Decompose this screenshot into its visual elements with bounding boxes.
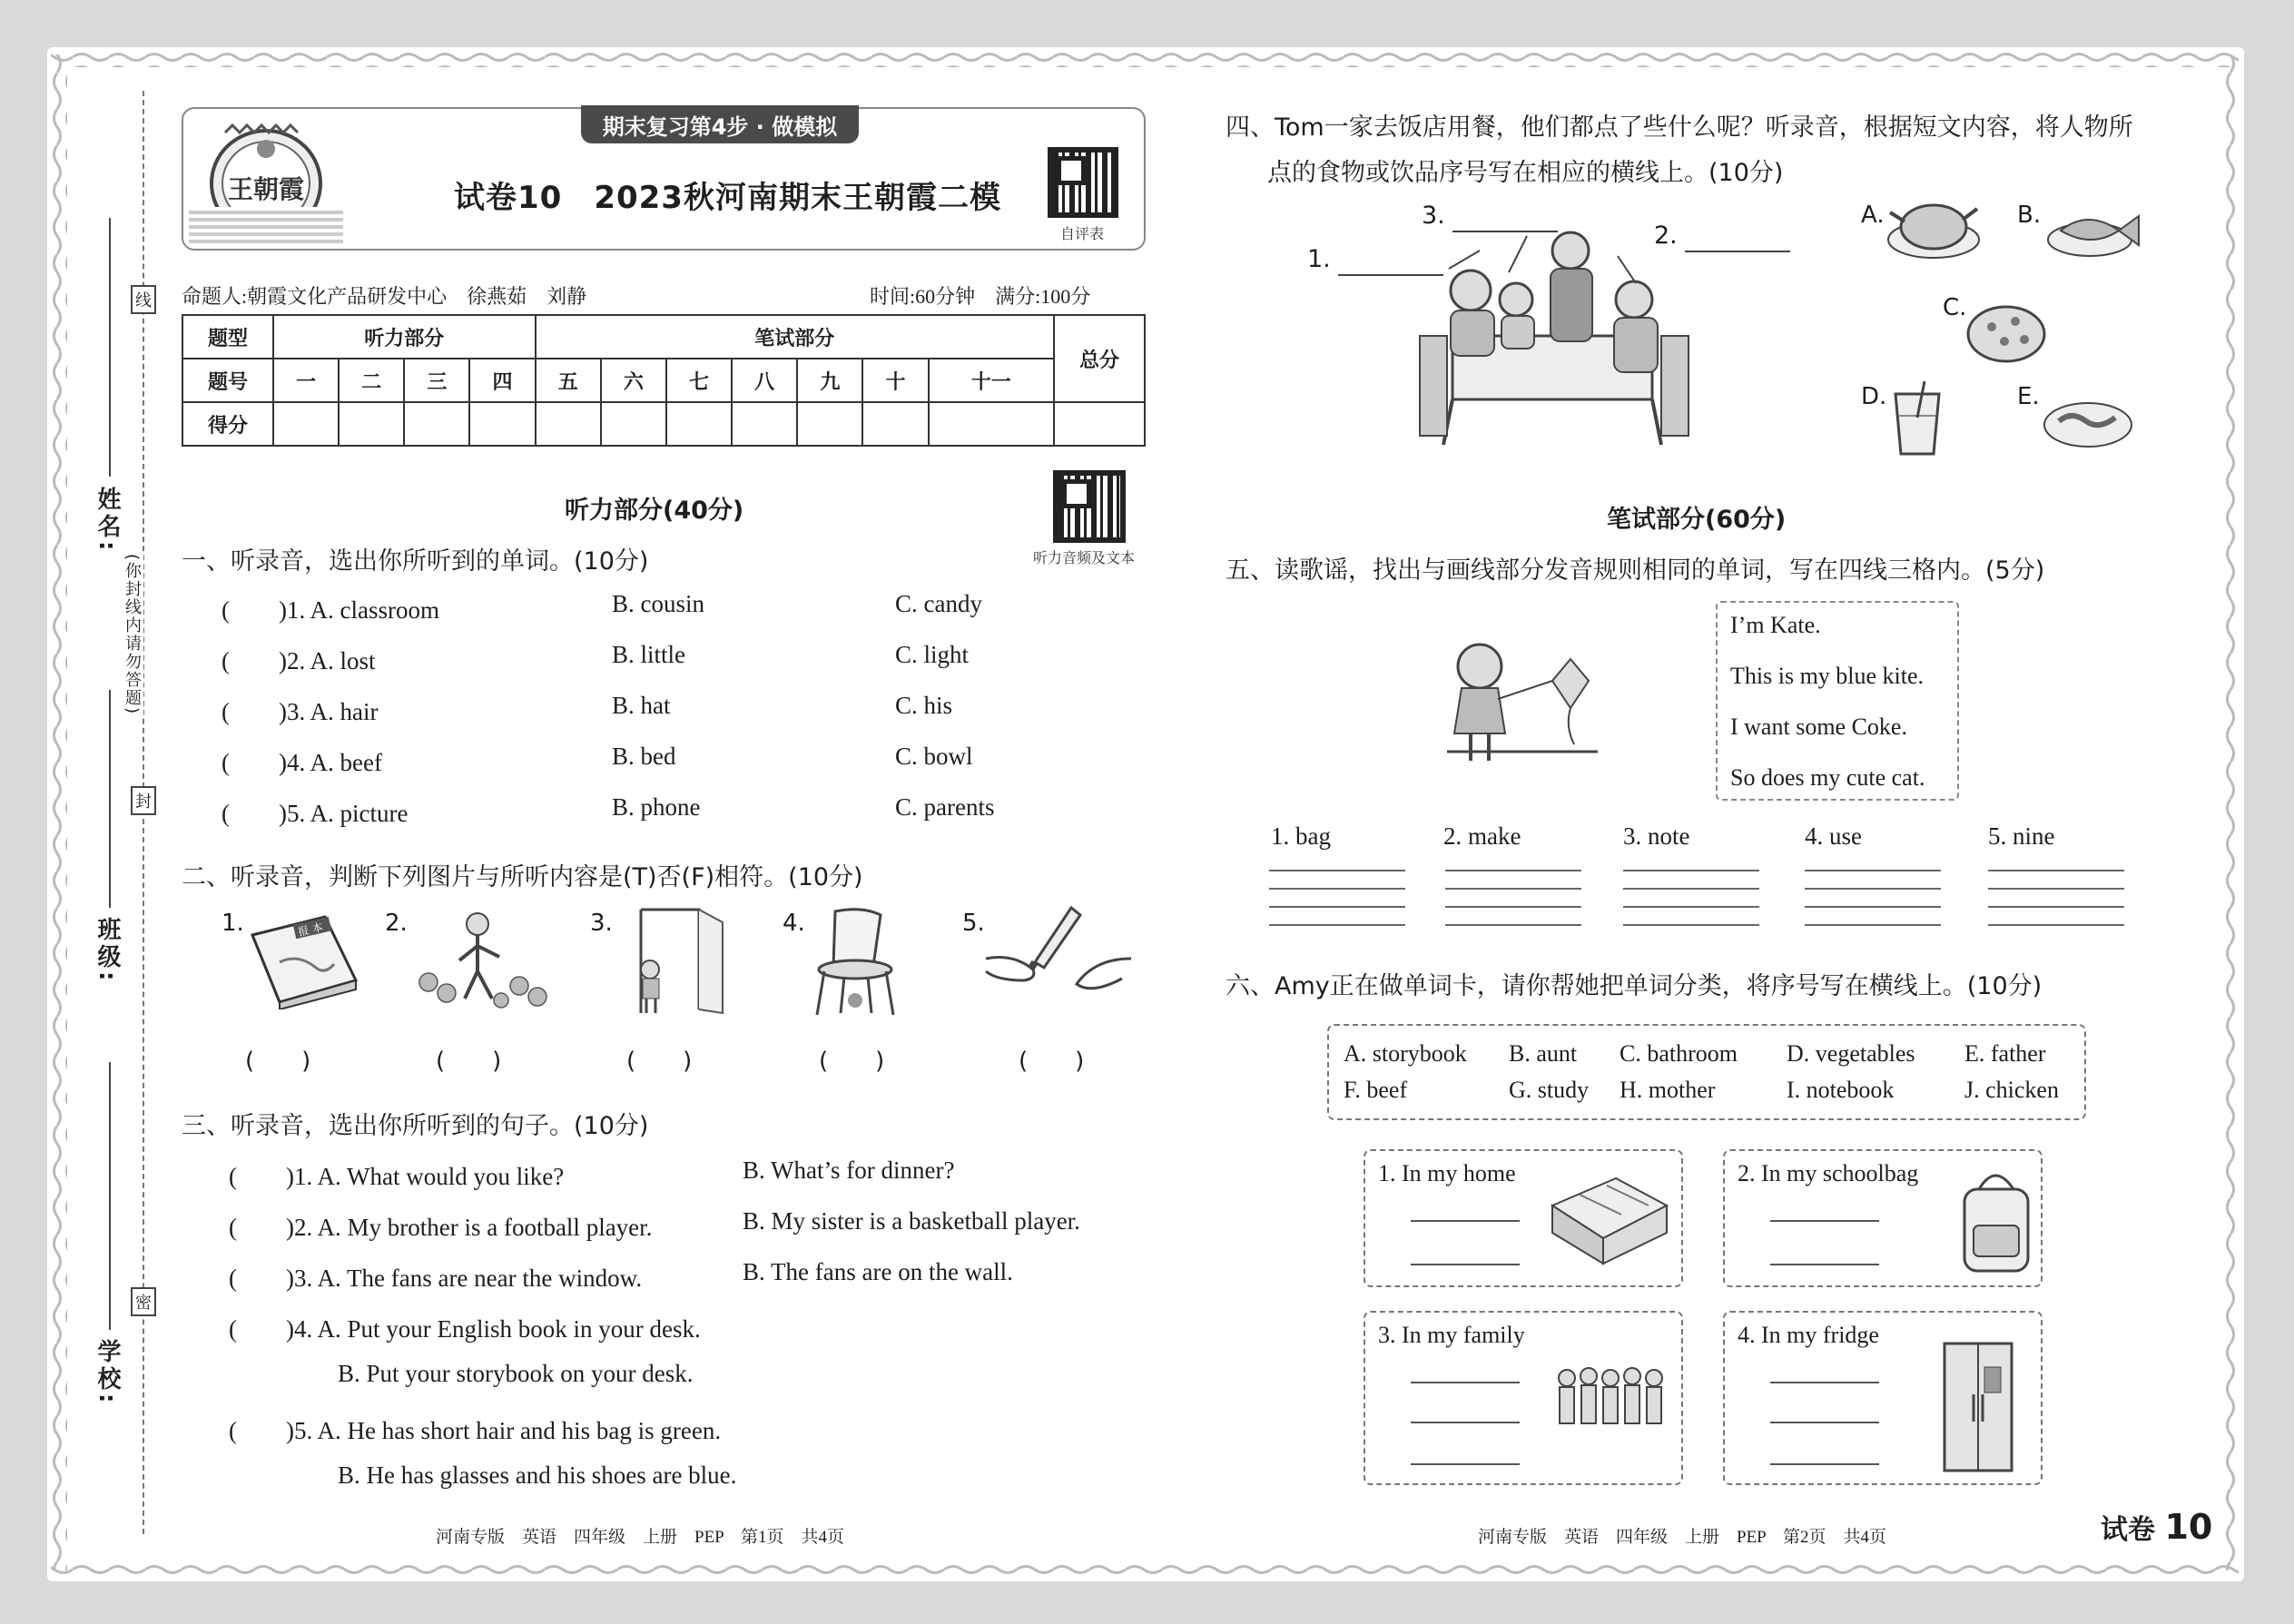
cell-q3: 三 [404,359,469,402]
no-answer-note: (你封线内请勿答题) [120,554,143,715]
q2-label-4: 4. [783,910,805,937]
q3-1-a[interactable]: ( )1. A. What would you like? [229,1163,565,1190]
logo-ribbon [189,207,343,243]
q5-writing-lines-1[interactable] [1269,870,1405,926]
score-input[interactable] [601,402,666,446]
card-family-blank[interactable] [1411,1422,1520,1423]
q5-word-4: 4. use [1805,822,1862,850]
score-input[interactable] [536,402,601,446]
q1-1-c[interactable]: C. candy [895,590,982,617]
q5-heading: 五、读歌谣，找出与画线部分发音规则相同的单词，写在四线三格内。(5分) [1226,556,2045,585]
q4-blank-3-label: 3. [1422,202,1445,230]
q3-2-b[interactable]: B. My sister is a basketball player. [743,1207,1080,1235]
q5-writing-lines-5[interactable] [1988,870,2124,926]
q6-heading: 六、Amy正在做单词卡，请你帮她把单词分类，将序号写在横线上。(10分) [1226,972,2043,1000]
card-fridge-blank[interactable] [1770,1463,1879,1465]
girl-with-kite-icon [1443,635,1598,772]
time-score-line: 时间:60分钟 满分:100分 [870,285,1091,308]
name-field[interactable] [109,218,111,477]
q1-4-c[interactable]: C. bowl [895,743,973,770]
q1-3-b[interactable]: B. hat [612,692,671,719]
q5-word-5: 5. nine [1988,822,2055,850]
word-f: F. beef [1344,1077,1408,1103]
cell-q4: 四 [469,359,535,402]
cell-listening: 听力部分 [273,315,536,359]
q2-answer-3[interactable]: ( ) [626,1048,693,1075]
q2-answer-4[interactable]: ( ) [819,1048,885,1075]
word-e: E. father [1964,1040,2046,1067]
cell-q11: 十一 [929,359,1054,402]
card-fridge [1723,1311,2043,1485]
chant-line-1: I’m Kate. [1730,612,1821,638]
q5-writing-lines-3[interactable] [1623,870,1759,926]
word-j: J. chicken [1964,1077,2059,1103]
q2-label-1: 1. [222,910,244,937]
card-fridge-blank[interactable] [1770,1382,1879,1383]
cell-total: 总分 [1054,315,1145,402]
cell-qnum: 题号 [182,359,273,402]
q4-option-d: D. [1861,383,1887,410]
page-tag-label: 试卷 [2101,1514,2155,1546]
cell-q10: 十 [862,359,928,402]
word-b: B. aunt [1509,1040,1578,1067]
q1-5-b[interactable]: B. phone [612,793,701,821]
logo-text: 王朝霞 [227,174,305,204]
review-step-tab: 期末复习第4步 · 做模拟 [581,105,859,143]
book-cover-title: 报 本 [296,920,325,939]
score-input[interactable] [273,402,339,446]
q1-heading: 一、听录音，选出你所听到的单词。(10分) [182,547,649,576]
cell-type: 题型 [182,315,273,359]
cell-writing: 笔试部分 [536,315,1054,359]
card-schoolbag [1723,1149,2043,1287]
listening-title: 听力部分(40分) [565,497,744,525]
word-c: C. bathroom [1620,1040,1738,1067]
school-field[interactable] [109,1062,111,1330]
q1-5-a[interactable]: ( )5. A. picture [222,800,409,827]
card-home-title: 1. In my home [1378,1160,1516,1186]
exam-title: 试卷10 2023秋河南期末王朝霞二模 [454,180,1001,216]
q4-heading-2: 点的食物或饮品序号写在相应的横线上。(10分) [1267,159,1784,187]
pizza-icon [1964,300,2048,367]
school-label: 学校: [94,1339,121,1407]
score-input[interactable] [469,402,535,446]
q3-heading: 三、听录音，选出你所听到的句子。(10分) [182,1112,649,1140]
cell-q5: 五 [536,359,601,402]
q2-label-2: 2. [385,910,408,937]
seal-line: 线 [131,285,156,314]
score-input[interactable] [732,402,797,446]
garden-picture-icon [410,906,557,1011]
q3-4-b[interactable]: B. Put your storybook on your desk. [338,1360,694,1387]
cell-q6: 六 [601,359,666,402]
q5-word-2: 2. make [1443,822,1521,850]
family-group-icon [1552,1363,1678,1445]
cell-q8: 八 [732,359,797,402]
card-family-title: 3. In my family [1378,1322,1525,1348]
cell-q7: 七 [666,359,732,402]
footer-right: 河南专版 英语 四年级 上册 PEP 第2页 共4页 [1478,1528,1887,1547]
q4-option-a: A. [1861,202,1885,229]
book-picture-icon [243,908,361,1009]
word-i: I. notebook [1787,1077,1895,1103]
class-field[interactable] [109,690,111,908]
q1-1-a[interactable]: ( )1. A. classroom [222,596,439,624]
q4-heading: 四、Tom一家去饭店用餐，他们都点了些什么呢？听录音，根据短文内容，将人物所 [1226,113,2133,142]
cell-q2: 二 [339,359,404,402]
score-input[interactable] [666,402,732,446]
q3-5-a[interactable]: ( )5. A. He has short hair and his bag is green. [229,1417,722,1444]
vegetable-plate-icon [2041,390,2135,454]
score-input[interactable] [404,402,469,446]
card-schoolbag-blank[interactable] [1770,1264,1879,1265]
q2-heading: 二、听录音，判断下列图片与所听内容是(T)否(F)相符。(10分) [182,863,863,891]
q1-5-c[interactable]: C. parents [895,793,995,821]
chant-line-2: This is my blue kite. [1730,663,1925,689]
q1-2-c[interactable]: C. light [895,641,970,668]
q1-2-b[interactable]: B. little [612,641,685,668]
cell-q9: 九 [797,359,862,402]
chant-line-4: So does my cute cat. [1730,764,1925,791]
q1-4-a[interactable]: ( )4. A. beef [222,749,382,776]
score-table [182,314,1146,447]
self-eval-qr-caption: 自评表 [1060,225,1105,242]
q2-answer-1[interactable]: ( ) [245,1048,311,1075]
word-card-box [1327,1024,2086,1120]
schoolbag-icon [1952,1162,2039,1280]
q3-5-b[interactable]: B. He has glasses and his shoes are blue. [338,1462,737,1489]
roast-chicken-icon [1885,194,1984,263]
q2-answer-2[interactable]: ( ) [436,1048,502,1075]
card-family-blank[interactable] [1411,1382,1520,1383]
chant-box [1716,601,1959,801]
q5-writing-lines-2[interactable] [1445,870,1581,926]
seal-seal: 封 [131,786,156,815]
chant-line-3: I want some Coke. [1730,714,1907,740]
q1-3-a[interactable]: ( )3. A. hair [222,698,379,725]
q1-2-a[interactable]: ( )2. A. lost [222,647,376,674]
q5-word-1: 1. bag [1271,822,1331,850]
cell-q1: 一 [273,359,339,402]
q1-3-c[interactable]: C. his [895,692,953,719]
page-tag-number: 10 [2164,1507,2213,1547]
card-home-blank[interactable] [1411,1220,1520,1222]
score-input[interactable] [339,402,404,446]
author-line: 命题人:朝霞文化产品研发中心 徐燕茹 刘静 [182,285,587,308]
q2-answer-5[interactable]: ( ) [1019,1048,1085,1075]
q5-writing-lines-4[interactable] [1805,870,1941,926]
name-label: 姓名: [94,487,121,555]
listening-qr-caption: 听力音频及文本 [1033,549,1136,566]
fridge-icon [1939,1340,2021,1476]
q3-3-a[interactable]: ( )3. A. The fans are near the window. [229,1265,643,1292]
q2-label-5: 5. [962,910,985,937]
q2-label-3: 3. [590,910,613,937]
q3-4-a[interactable]: ( )4. A. Put your English book in your desk. [229,1315,701,1343]
juice-glass-icon [1888,379,1946,458]
door-boy-picture-icon [626,906,735,1019]
footer-left: 河南专版 英语 四年级 上册 PEP 第1页 共4页 [436,1528,845,1547]
q5-word-3: 3. note [1623,822,1690,850]
q1-4-b[interactable]: B. bed [612,743,676,770]
writing-title: 笔试部分(60分) [1607,506,1787,534]
score-input[interactable] [929,402,1054,446]
q1-1-b[interactable]: B. cousin [612,590,705,617]
q4-blank-1-label: 1. [1307,245,1331,273]
fish-plate-icon [2043,194,2146,263]
score-input[interactable] [1054,402,1145,446]
word-d: D. vegetables [1787,1040,1915,1067]
listening-qr-code[interactable] [1053,470,1126,543]
card-schoolbag-blank[interactable] [1770,1220,1879,1222]
word-g: G. study [1509,1077,1590,1103]
score-input[interactable] [797,402,862,446]
word-a: A. storybook [1344,1040,1467,1067]
card-schoolbag-title: 2. In my schoolbag [1738,1160,1919,1186]
seal-secret: 密 [131,1287,156,1316]
q4-option-e: E. [2017,383,2040,410]
q4-blank-2-label: 2. [1654,221,1678,250]
word-h: H. mother [1620,1077,1716,1103]
card-family-blank[interactable] [1411,1463,1520,1465]
page-tag [2101,1507,2212,1547]
score-input[interactable] [862,402,928,446]
cell-score: 得分 [182,402,273,446]
q3-3-b[interactable]: B. The fans are on the wall. [743,1258,1013,1285]
card-family [1364,1311,1683,1485]
family-dinner-picture-icon [1416,209,1725,454]
chair-picture-icon [799,906,908,1019]
q3-2-a[interactable]: ( )2. A. My brother is a football player. [229,1214,653,1241]
card-fridge-title: 4. In my fridge [1738,1322,1879,1348]
card-home [1364,1149,1683,1287]
card-home-blank[interactable] [1411,1264,1520,1265]
q3-1-b[interactable]: B. What’s for dinner? [743,1156,955,1184]
house-plan-icon [1543,1169,1670,1269]
knife-hands-picture-icon [980,904,1135,999]
class-label: 班级: [94,917,121,985]
self-eval-qr-code[interactable] [1048,147,1118,218]
card-fridge-blank[interactable] [1770,1422,1879,1423]
q4-option-c: C. [1943,294,1967,321]
q4-option-b: B. [2017,202,2042,229]
